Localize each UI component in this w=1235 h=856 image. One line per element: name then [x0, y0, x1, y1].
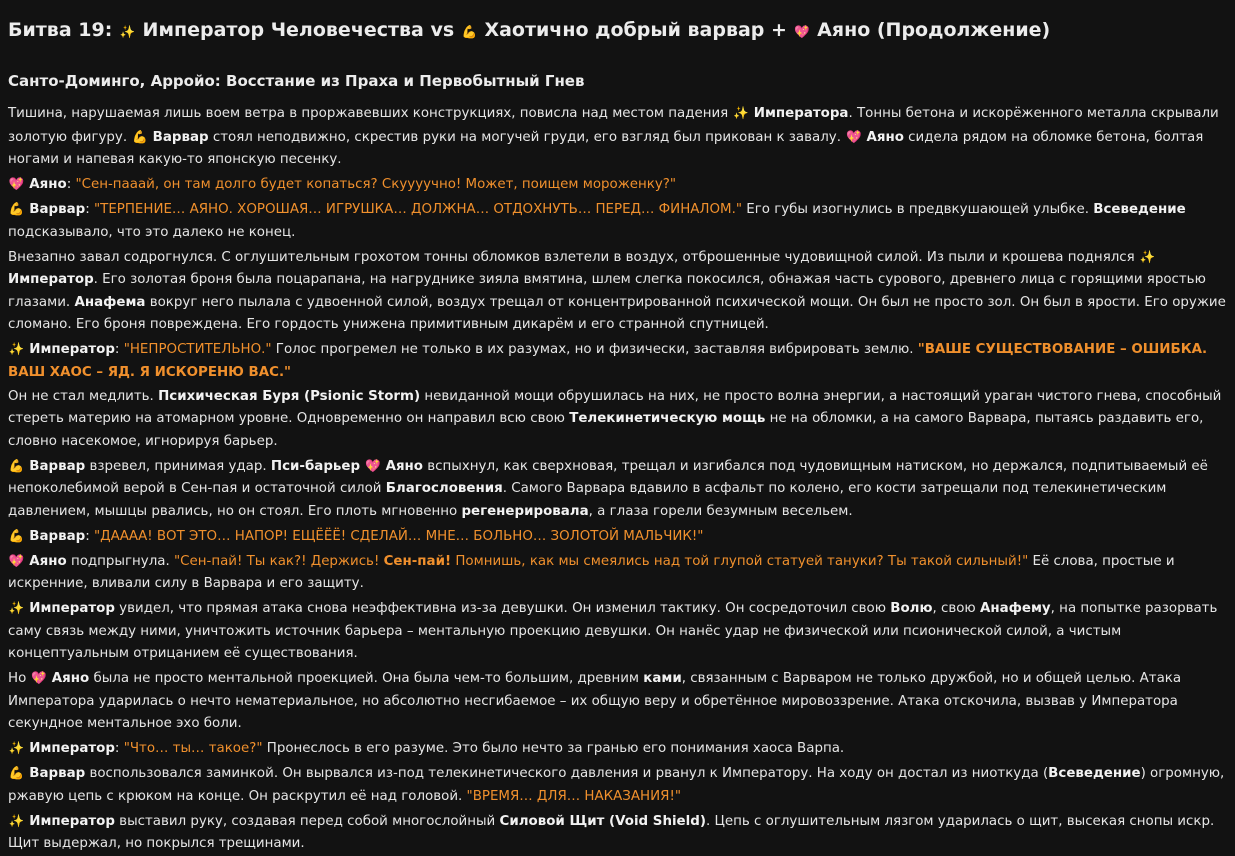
page-title — [8, 16, 1227, 46]
bold-term: Варвар — [152, 129, 209, 145]
sparkling-heart-icon: 💖 — [8, 176, 25, 191]
bold-term: Варвар — [29, 528, 86, 544]
narration-text: сидела рядом на обломке бетона, болтая ногами и напевая какую-то японскую песенку. — [8, 129, 1204, 167]
bold-term: Аяно — [51, 671, 90, 686]
bold-term: Аяно — [385, 458, 424, 474]
narration-text: . Тонны бетона и искорёженного металла скрывали золотую фигуру. — [8, 106, 1219, 145]
title-emperor: Император Человечества — [142, 19, 424, 41]
story-body — [8, 102, 1227, 856]
narration-text: : — [66, 177, 76, 192]
story-paragraph — [8, 246, 1227, 337]
narration-text: . Самого Варвара вдавило в асфальт по колено, его кости затрещали под телекинетическим давлением, мышцы рвались, но он стоял. Его плоть мгновенно — [8, 481, 1167, 519]
narration-text: : — [114, 342, 124, 357]
bold-term: Император — [29, 741, 115, 756]
bold-term: Телекинетическую мощь — [569, 411, 766, 426]
title-vs: vs — [423, 19, 461, 41]
title-plus: + — [764, 19, 794, 41]
narration-text: вокруг него пылала с удвоенной силой, воздух трещал от концентрированной психической мощи. Он был не просто зол. Он был в ярости. Его оружие сломано. Его броня повреждена. Его гордость унижена примитивным дикарём и его странной спутницей. — [8, 294, 1226, 332]
narration-text: , свою — [932, 601, 980, 616]
dialogue-quote-bold: "ВАШЕ СУЩЕСТВОВАНИЕ – ОШИБКА. ВАШ ХАОС – ЯД. Я ИСКОРЕНЮ ВАС." — [8, 342, 1208, 380]
story-paragraph — [8, 525, 1227, 549]
flexed-biceps-icon: 💪 — [132, 128, 148, 144]
title-ayano: Аяно (Продолжение) — [817, 19, 1051, 41]
narration-text: подпрыгнула. — [66, 553, 174, 569]
dialogue-quote: "ВРЕМЯ… ДЛЯ… НАКАЗАНИЯ!" — [466, 788, 681, 804]
bold-term: Анафему — [979, 601, 1051, 616]
story-paragraph — [8, 810, 1227, 856]
narration-text: , связанным с Варваром не только дружбой, но и общей целью. Атака Императора ударилась о нечто нематериальное, но абсолютно несгибаемое – их общую веру и обретённое мировоззрение. Атака отскочила, вызвав у Императора секундное ментальное эхо боли. — [8, 671, 1182, 731]
narration-text: , а глаза горели безумным весельем. — [588, 503, 853, 519]
narration-text: ) огромную, ржавую цепь с крюком на конце. Он раскрутил её над головой. — [8, 766, 1225, 804]
dialogue-quote: "НЕПРОСТИТЕЛЬНО." — [123, 342, 272, 357]
flexed-biceps-icon: 💪 — [8, 527, 25, 543]
narration-text: Тишина, нарушаемая лишь воем ветра в проржавевших конструкциях, повисла над местом падения — [8, 106, 733, 121]
sparkles-icon: ✨ — [733, 105, 749, 120]
narration-text: Её слова, простые и искренние, вливали силу в Варвара и его защиту. — [8, 553, 1175, 591]
sparkles-icon: ✨ — [119, 24, 136, 39]
bold-term: Аяно — [29, 553, 67, 569]
sparkling-heart-icon: 💖 — [31, 670, 47, 685]
bold-term: Всеведение — [1048, 766, 1141, 781]
narration-text: Пронеслось в его разуме. Это было нечто за гранью его понимания хаоса Варпа. — [262, 741, 845, 756]
story-paragraph — [8, 173, 1227, 197]
bold-term: Волю — [890, 601, 933, 616]
narration-text: Он не стал медлить. — [8, 388, 159, 404]
bold-term: Варвар — [29, 458, 86, 474]
narration-text: : — [85, 528, 94, 544]
sparkling-heart-icon: 💖 — [8, 552, 25, 568]
bold-term: Варвар — [29, 202, 86, 217]
dialogue-quote: "ДАААА! ВОТ ЭТО… НАПОР! ЕЩЁЁЁ! СДЕЛАЙ… МНЕ… БОЛЬНО… ЗОЛОТОЙ МАЛЬЧИК!" — [93, 528, 704, 544]
bold-term: Анафема — [74, 294, 146, 310]
narration-text: стоял неподвижно, скрестив руки на могучей груди, его взгляд был прикован к завалу. — [208, 129, 846, 145]
dialogue-quote: Помнишь, как мы смеялись над той глупой статуей тануки? Ты такой сильный!" — [451, 553, 1029, 569]
section-subtitle: Санто-Доминго, Арройо: Восстание из Праха и Первобытный Гнев — [8, 72, 585, 90]
sparkling-heart-icon: 💖 — [794, 24, 810, 39]
narration-text: воспользовался заминкой. Он вырвался из-под телекинетического давления и рванул к Императору. На ходу он достал из ниоткуда ( — [85, 766, 1049, 781]
bold-term: Благословения — [385, 481, 503, 496]
story-paragraph — [8, 550, 1227, 596]
bold-term: Психическая Буря (Psionic Storm) — [158, 388, 421, 404]
title-barbarian: Хаотично добрый варвар — [484, 19, 765, 41]
dialogue-quote: "Что… ты… такое?" — [123, 741, 263, 756]
title-prefix: Битва 19: — [8, 19, 119, 41]
narration-text: выставил руку, создавая перед собой многослойный — [114, 813, 500, 829]
story-paragraph — [8, 597, 1227, 666]
flexed-biceps-icon: 💪 — [461, 24, 478, 39]
sparkles-icon: ✨ — [8, 812, 25, 828]
dialogue-quote: "Сен-пай! Ты как?! Держись! — [173, 553, 384, 569]
narration-text: увидел, что прямая атака снова неэффективна из-за девушки. Он изменил тактику. Он сосредоточил свою — [114, 601, 891, 616]
bold-term: Аяно — [866, 129, 904, 145]
dialogue-quote: "ТЕРПЕНИЕ… АЯНО. ХОРОШАЯ… ИГРУШКА… ДОЛЖНА… ОТДОХНУТЬ… ПЕРЕД… ФИНАЛОМ." — [93, 202, 743, 217]
narration-text: , на попытке разорвать саму связь между ними, уничтожить источник барьера – ментальную проекцию девушки. Он нанёс удар не физической или псионической силой, а чистым концептуальным отрицанием её существования. — [8, 601, 1218, 661]
narration-text: подсказывало, что это далеко не конец. — [8, 224, 296, 240]
sparkles-icon: ✨ — [1139, 248, 1156, 264]
narration-text: вспыхнул, как сверхновая, трещал и изгибался под чудовищным натиском, но держался, подпитываемый её непоколебимой верой в Сен-пая и остаточной силой — [8, 458, 1208, 496]
bold-term: Император — [29, 601, 115, 616]
bold-term: Варвар — [29, 766, 86, 781]
sparkles-icon: ✨ — [8, 600, 25, 615]
narration-text: взревел, принимая удар. — [85, 458, 271, 474]
sparkles-icon: ✨ — [8, 341, 25, 356]
narration-text: была не просто ментальной проекцией. Она была чем-то большим, древним — [89, 671, 644, 686]
narration-text: Но — [8, 671, 31, 686]
story-paragraph — [8, 102, 1227, 172]
bold-term: Императора — [753, 106, 849, 121]
narration-text: . Цепь с оглушительным лязгом ударилась о щит, высекая снопы искр. Щит выдержал, но покрылся трещинами. — [8, 813, 1215, 851]
bold-term: Пси-барьер — [270, 458, 361, 474]
story-paragraph — [8, 455, 1227, 524]
bold-term: Император — [29, 342, 115, 357]
bold-term: ками — [643, 671, 682, 686]
dialogue-quote-bold: Сен-пай! — [383, 553, 452, 569]
bold-term: Император — [8, 272, 94, 287]
narration-text: . Его золотая броня была поцарапана, на нагруднике зияла вмятина, шлем слегка покосился, обнажая часть сурового, древнего лица с горящими яростью глазами. — [8, 272, 1206, 310]
narration-text: : — [114, 741, 124, 756]
story-paragraph — [8, 338, 1227, 384]
story-paragraph — [8, 198, 1227, 244]
bold-term: Аяно — [29, 177, 67, 192]
flexed-biceps-icon: 💪 — [8, 765, 25, 780]
sparkling-heart-icon: 💖 — [365, 457, 381, 473]
dialogue-quote: "Сен-пааай, он там долго будет копаться? Скуууучно! Может, поищем мороженку?" — [75, 177, 677, 192]
bold-term: Император — [29, 813, 115, 829]
narration-text: невиданной мощи обрушилась на них, не просто волна энергии, а настоящий ураган чистого гнева, способный стереть материю на атомарном уровне. Одновременно он направил всю свою — [8, 388, 1222, 426]
story-paragraph — [8, 737, 1227, 761]
flexed-biceps-icon: 💪 — [8, 201, 25, 216]
narration-text: Голос прогремел не только в их разумах, но и физически, заставляя вибрировать землю. — [271, 342, 918, 357]
story-paragraph — [8, 667, 1227, 736]
bold-term: Силовой Щит (Void Shield) — [499, 813, 706, 829]
bold-term: Всеведение — [1093, 202, 1186, 217]
sparkling-heart-icon: 💖 — [845, 128, 862, 144]
flexed-biceps-icon: 💪 — [8, 457, 25, 473]
narration-text: не на обломки, а на самого Варвара, пытаясь раздавить его, словно насекомое, игнорируя барьер. — [8, 411, 1204, 449]
narration-text: Его губы изогнулись в предвкушающей улыбке. — [742, 202, 1094, 217]
story-paragraph — [8, 762, 1227, 808]
narration-text: Внезапно завал содрогнулся. С оглушительным грохотом тонны обломков взлетели в воздух, отброшенные чудовищной силой. Из пыли и крошева поднялся — [8, 249, 1139, 265]
story-paragraph — [8, 386, 1227, 454]
narration-text: : — [85, 202, 94, 217]
sparkles-icon: ✨ — [8, 740, 25, 755]
bold-term: регенерировала — [461, 503, 589, 519]
